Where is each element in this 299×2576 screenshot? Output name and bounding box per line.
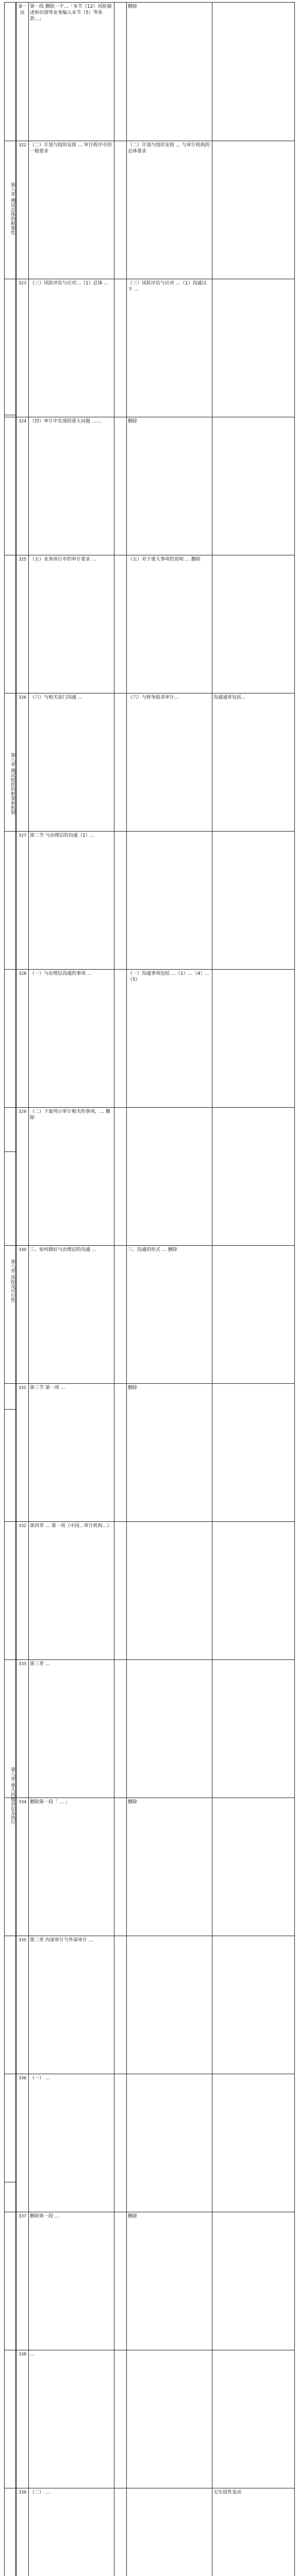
- row-note: [212, 832, 294, 969]
- table-row: [5, 2074, 294, 2212]
- row-new-page-ref: [114, 1108, 126, 1245]
- row-revised-text: [126, 2074, 212, 2212]
- row-new-page-ref: [114, 1246, 126, 1383]
- row-note: [212, 970, 294, 1107]
- row-page-ref: 339: [16, 2488, 28, 2576]
- row-page-ref: 333: [16, 1660, 28, 1798]
- row-page-ref: 332: [16, 1522, 28, 1659]
- row-new-page-ref: [114, 279, 126, 417]
- row-revised-text: 删除: [126, 1384, 212, 1521]
- section-label: 第八章 测试总体的框架性: [5, 3, 16, 415]
- row-page-ref: 338: [16, 2350, 28, 2488]
- table-row: [5, 141, 294, 279]
- row-new-page-ref: [114, 1936, 126, 2074]
- table-row: [5, 969, 294, 1107]
- table-row: [5, 1245, 294, 1383]
- row-original-text: …: [28, 2350, 114, 2488]
- row-original-text: （六）与相关部门沟通 …: [28, 693, 114, 831]
- section-label: 第八章 风险及可行性: [5, 1151, 16, 1409]
- row-note: [212, 1384, 294, 1521]
- row-original-text: 第一段 删除一个…「本节（12）风险描述和识别等业务编入本节（5）等条款…」: [28, 3, 114, 141]
- row-new-page-ref: [114, 693, 126, 831]
- row-note: [212, 2074, 294, 2212]
- table-row: [5, 2350, 294, 2488]
- row-original-text: （五）业务执行中的审计要求 …: [28, 555, 114, 693]
- row-revised-text: [126, 1108, 212, 1245]
- row-new-page-ref: [114, 970, 126, 1107]
- row-page-ref: 335: [16, 1936, 28, 2074]
- comparison-table: [4, 2, 295, 2576]
- row-new-page-ref: [114, 417, 126, 555]
- table-row: [5, 1383, 294, 1521]
- row-original-text: 第三节 第一项 …: [28, 1384, 114, 1521]
- row-original-text: （二）下面列示审计相关的事项，… 删除: [28, 1108, 114, 1245]
- row-page-ref: 326: [16, 693, 28, 831]
- row-revised-text: （五）对于重大事项的说明 … 删除: [126, 555, 212, 693]
- section-label: 第八章 测试组织的框架和机制: [5, 415, 16, 1151]
- row-revised-text: （六）与财务报表审计…: [126, 693, 212, 831]
- row-original-text: （一） …: [28, 2074, 114, 2212]
- table-row: [5, 1521, 294, 1659]
- table-row: [5, 1798, 294, 1936]
- row-note: [212, 1108, 294, 1245]
- row-new-page-ref: [114, 1798, 126, 1936]
- row-note: [212, 141, 294, 279]
- table-row: [5, 555, 294, 693]
- row-original-text: （二）计划与组织安排 … 审计程序中的一般要求: [28, 141, 114, 279]
- row-new-page-ref: [114, 832, 126, 969]
- table-row: [5, 1936, 294, 2074]
- row-page-ref: 323: [16, 279, 28, 417]
- row-new-page-ref: [114, 1384, 126, 1521]
- row-note: 沟通通常包括…: [212, 693, 294, 831]
- row-new-page-ref: [114, 1522, 126, 1659]
- row-revised-text: （一）沟通事项包括 …（1）…（4）…（5）: [126, 970, 212, 1107]
- row-original-text: （一）与治理层沟通的事项 …: [28, 970, 114, 1107]
- row-original-text: 第三章 …: [28, 1660, 114, 1798]
- row-revised-text: [126, 1522, 212, 1659]
- row-new-page-ref: [114, 2074, 126, 2212]
- row-revised-text: （二）计划与组织安排 … 与审计机构的总体要求: [126, 141, 212, 279]
- row-note: [212, 1246, 294, 1383]
- row-note: [212, 3, 294, 141]
- row-new-page-ref: [114, 555, 126, 693]
- row-page-ref: 337: [16, 2212, 28, 2350]
- row-page-ref: 336: [16, 2074, 28, 2212]
- row-page-ref: 330: [16, 1246, 28, 1383]
- row-page-ref: 329: [16, 1108, 28, 1245]
- row-revised-text: 删除: [126, 3, 212, 141]
- table-row: [5, 2212, 294, 2350]
- row-note: [212, 2350, 294, 2488]
- row-note: [212, 555, 294, 693]
- row-original-text: 第四章 … 第一项（中国…审计机构…）: [28, 1522, 114, 1659]
- table-row: [5, 693, 294, 831]
- row-original-text: 删除第一段 …: [28, 2212, 114, 2350]
- row-note: [212, 417, 294, 555]
- section-label: 第八章 重大问题诉讼及执行: [5, 1409, 16, 2182]
- row-original-text: （三）风险评估与应对…（1）总体 …: [28, 279, 114, 417]
- row-new-page-ref: [114, 1660, 126, 1798]
- table-row: [5, 1107, 294, 1245]
- row-page-ref: 331: [16, 1384, 28, 1521]
- row-revised-text: 删除: [126, 2212, 212, 2350]
- row-note: [212, 1798, 294, 1936]
- table-row: [5, 2488, 294, 2576]
- row-page-ref: 第一段: [16, 3, 28, 141]
- row-revised-text: 删除: [126, 417, 212, 555]
- row-new-page-ref: [114, 2350, 126, 2488]
- row-revised-text: [126, 832, 212, 969]
- row-revised-text: 删除: [126, 1798, 212, 1936]
- row-new-page-ref: [114, 141, 126, 279]
- row-revised-text: 三、沟通的形式 … 删除: [126, 1246, 212, 1383]
- row-original-text: 三、如何做好与治理层的沟通 …: [28, 1246, 114, 1383]
- row-page-ref: 324: [16, 417, 28, 555]
- row-original-text: （二） …: [28, 2488, 114, 2576]
- row-revised-text: [126, 1936, 212, 2074]
- row-revised-text: [126, 2488, 212, 2576]
- row-page-ref: 334: [16, 1798, 28, 1936]
- row-note: [212, 1660, 294, 1798]
- row-page-ref: 322: [16, 141, 28, 279]
- row-new-page-ref: [114, 2212, 126, 2350]
- row-note: [212, 1936, 294, 2074]
- row-new-page-ref: [114, 3, 126, 141]
- row-page-ref: 325: [16, 555, 28, 693]
- row-note: 无实质性变动: [212, 2488, 294, 2576]
- row-page-ref: 327: [16, 832, 28, 969]
- row-note: [212, 279, 294, 417]
- table-row: [5, 417, 294, 555]
- table-row: [5, 279, 294, 417]
- row-original-text: 第二节 与治理层的沟通（1）…: [28, 832, 114, 969]
- row-revised-text: （三）风险评估与应对 …（1）沟通以下 …: [126, 279, 212, 417]
- row-original-text: （四）审计中发现的重大问题 ……: [28, 417, 114, 555]
- row-original-text: 第二章 内部审计与外部审计 …: [28, 1936, 114, 2074]
- section-label: [5, 2182, 16, 2576]
- row-note: [212, 1522, 294, 1659]
- row-page-ref: 328: [16, 970, 28, 1107]
- row-revised-text: [126, 2350, 212, 2488]
- table-row: [5, 3, 294, 141]
- row-revised-text: [126, 1660, 212, 1798]
- row-note: [212, 2212, 294, 2350]
- row-new-page-ref: [114, 2488, 126, 2576]
- row-original-text: 删除第一段「 … 」: [28, 1798, 114, 1936]
- table-row: [5, 831, 294, 969]
- table-row: [5, 1659, 294, 1798]
